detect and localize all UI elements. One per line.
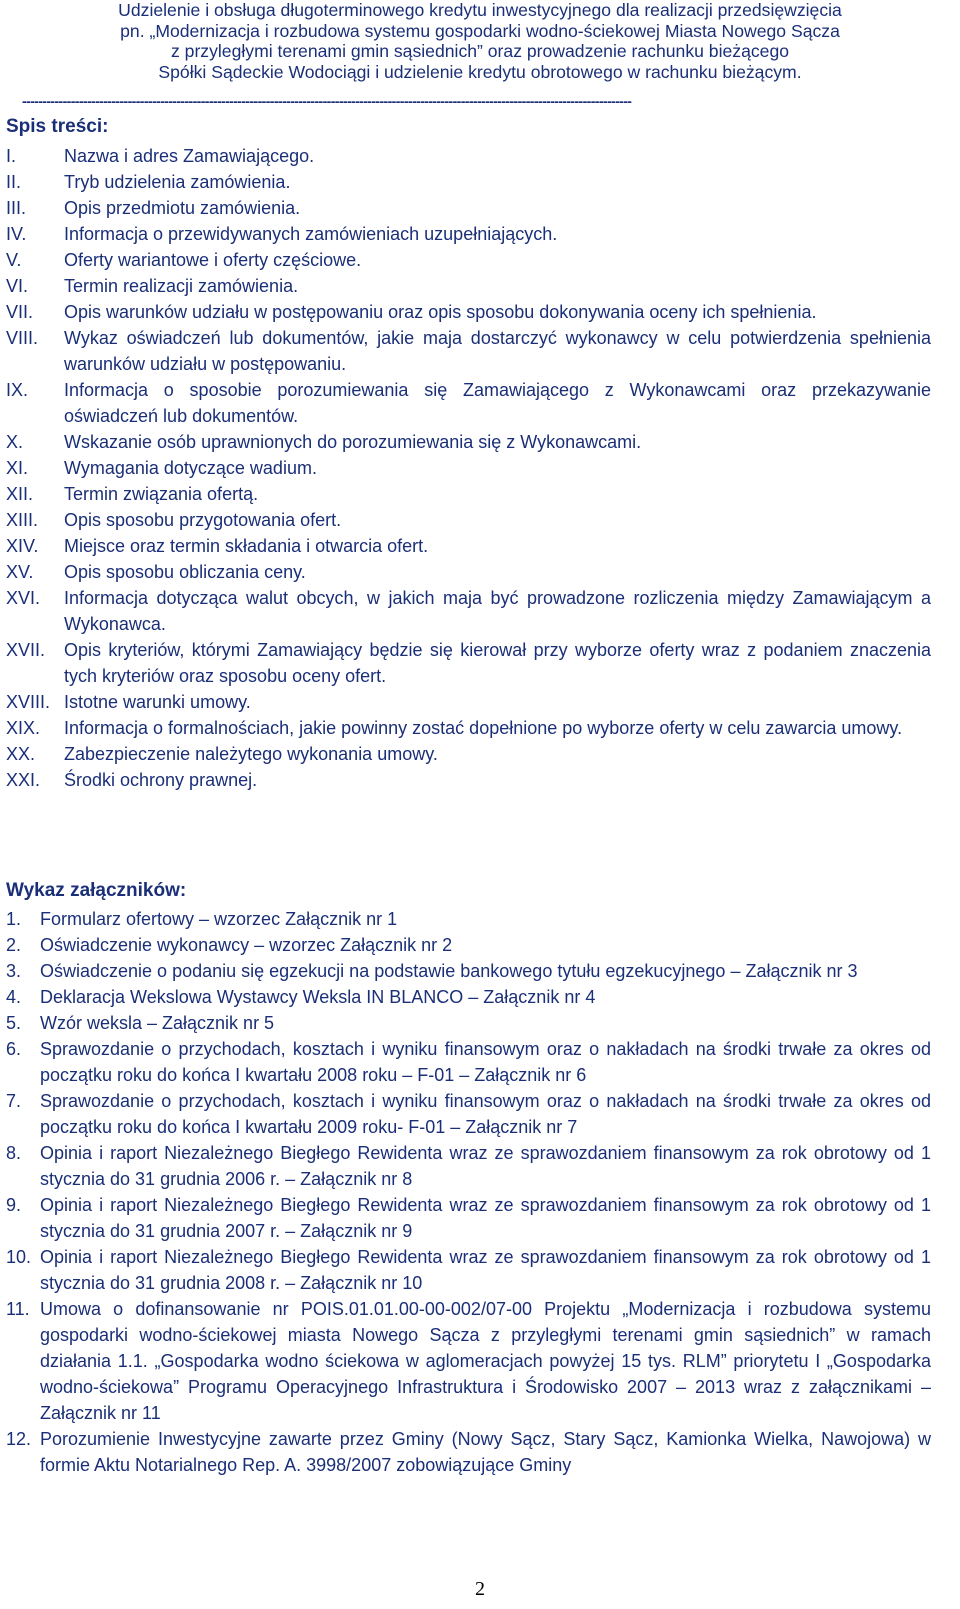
attachment-item [6,1140,931,1192]
toc-item-number: XII. [6,484,34,504]
toc-item [6,689,931,715]
toc-item [6,715,931,741]
toc-item-text: Tryb udzielenia zamówienia. [64,172,291,192]
header-dash-rule: ------------------------------------------------------------------------------------------------------------------------------------------------------ [22,93,632,109]
toc-item [6,559,931,585]
toc-item [6,221,931,247]
attachment-item-number: 10. [6,1247,32,1267]
toc-item-text: Opis przedmiotu zamówienia. [64,198,301,218]
header-line: Spółki Sądeckie Wodociągi i udzielenie kredytu obrotowego w rachunku bieżącym. [158,61,802,82]
attachment-item [6,932,931,958]
toc-item [6,325,931,377]
attachment-item-number: 3. [6,961,22,981]
attachment-item-text: Opinia i raport Niezależnego Biegłego Rewidenta wraz ze sprawozdaniem finansowym za rok obrotowy od 1 stycznia do 31 grudnia 2007 r. – Załącznik nr 9 [40,1195,931,1241]
header-line: pn. „Modernizacja i rozbudowa systemu gospodarki wodno-ściekowej Miasta Nowego Sącza [120,20,840,41]
toc-item-text: Wymagania dotyczące wadium. [64,458,317,478]
toc-item-text: Zabezpieczenie należytego wykonania umowy. [64,744,438,764]
attachment-item-number: 8. [6,1143,22,1163]
toc-item-number: IX. [6,380,29,400]
toc-item-text: Miejsce oraz termin składania i otwarcia ofert. [64,536,429,556]
toc-item-text: Oferty wariantowe i oferty częściowe. [64,250,362,270]
attachment-item-text: Formularz ofertowy – wzorzec Załącznik nr 1 [40,909,398,929]
toc-item [6,195,931,221]
toc-item-text: Opis sposobu przygotowania ofert. [64,510,342,530]
toc-item-number: XIII. [6,510,39,530]
attachment-item-text: Sprawozdanie o przychodach, kosztach i wyniku finansowym oraz o nakładach na środki trwałe za okres od początku roku do końca I kwartału 2009 roku- F-01 – Załącznik nr 7 [40,1091,931,1137]
toc-item-number: XI. [6,458,29,478]
attachment-item-number: 9. [6,1195,22,1215]
toc-item-text: Termin związania ofertą. [64,484,259,504]
toc-item-number: XVI. [6,588,41,608]
attachments-list [6,906,931,1478]
toc-item [6,637,931,689]
toc-item-text: Opis kryteriów, którymi Zamawiający będzie się kierował przy wyborze oferty wraz z podaniem znaczenia tych kryteriów oraz sposobu oceny ofert. [64,640,931,686]
toc-item-text: Informacja dotycząca walut obcych, w jakich maja być prowadzone rozliczenia między Zamawiającym a Wykonawca. [64,588,931,634]
toc-item-number: XVIII. [6,692,51,712]
page-number: 2 [475,1578,485,1600]
attachment-item-number: 5. [6,1013,22,1033]
toc-item-text: Nazwa i adres Zamawiającego. [64,146,315,166]
toc-item-number: I. [6,146,17,166]
toc-item-number: XV. [6,562,34,582]
toc-item [6,741,931,767]
attachment-item [6,984,931,1010]
toc-item [6,169,931,195]
toc-item-number: XIX. [6,718,41,738]
header-line: Udzielenie i obsługa długoterminowego kredytu inwestycyjnego dla realizacji przedsięwzięcia [118,0,842,20]
attachment-item-number: 12. [6,1429,32,1449]
toc-item-number: IV. [6,224,27,244]
attachment-item-text: Porozumienie Inwestycyjne zawarte przez Gminy (Nowy Sącz, Stary Sącz, Kamionka Wielka, Nawojowa) w formie Aktu Notarialnego Rep. A. 3998/2007 zobowiązujące Gminy [40,1429,931,1475]
toc-item [6,507,931,533]
toc-item [6,377,931,429]
toc-item-number: VIII. [6,328,39,348]
toc-heading: Spis treści: [6,116,109,137]
attachment-item-text: Opinia i raport Niezależnego Biegłego Rewidenta wraz ze sprawozdaniem finansowym za rok obrotowy od 1 stycznia do 31 grudnia 2008 r. – Załącznik nr 10 [40,1247,931,1293]
toc-item-text: Informacja o formalnościach, jakie powinny zostać dopełnione po wyborze oferty w celu zawarcia umowy. [64,718,903,738]
toc-item-text: Termin realizacji zamówienia. [64,276,299,296]
toc-item-text: Wykaz oświadczeń lub dokumentów, jakie maja dostarczyć wykonawcy w celu potwierdzenia spełnienia warunków udziału w postępowaniu. [64,328,931,374]
attachment-item-text: Umowa o dofinansowanie nr POIS.01.01.00-00-002/07-00 Projektu „Modernizacja i rozbudowa systemu gospodarki wodno-ściekowej miasta Nowego Sącza z przyległymi terenami gmin sąsiednich” w ramach działania 1.1. „Gospodarka wodno ściekowa w aglomeracjach powyżej 15 tys. RLM” priorytetu I „Gospodarka wodno-ściekowa” Programu Operacyjnego Infrastruktura i Środowisko 2007 – 2013 wraz z załącznikami – Załącznik nr 11 [40,1299,931,1423]
attachment-item-number: 2. [6,935,22,955]
toc-item [6,455,931,481]
toc-item-number: III. [6,198,27,218]
toc-item-number: II. [6,172,22,192]
attachment-item [6,1426,931,1478]
attachment-item-text: Oświadczenie wykonawcy – wzorzec Załącznik nr 2 [40,935,453,955]
document-header [0,0,960,82]
toc-item [6,429,931,455]
attachment-item-text: Wzór weksla – Załącznik nr 5 [40,1013,275,1033]
attachment-item [6,1192,931,1244]
toc-item-number: XVII. [6,640,46,660]
attachment-item-text: Oświadczenie o podaniu się egzekucji na podstawie bankowego tytułu egzekucyjnego – Załącznik nr 3 [40,961,858,981]
toc-item [6,273,931,299]
toc-item-text: Wskazanie osób uprawnionych do porozumiewania się z Wykonawcami. [64,432,642,452]
toc-item [6,767,931,793]
header-line: z przyległymi terenami gmin sąsiednich” oraz prowadzenie rachunku bieżącego [170,41,790,61]
attachment-item-text: Opinia i raport Niezależnego Biegłego Rewidenta wraz ze sprawozdaniem finansowym za rok obrotowy od 1 stycznia do 31 grudnia 2006 r. – Załącznik nr 8 [40,1143,931,1189]
toc-item [6,533,931,559]
toc-item-text: Informacja o sposobie porozumiewania się Zamawiającego z Wykonawcami oraz przekazywanie oświadczeń lub dokumentów. [64,380,931,426]
toc-item-text: Środki ochrony prawnej. [64,770,258,790]
toc-item [6,299,931,325]
attachment-item [6,1296,931,1426]
toc-item-number: XIV. [6,536,39,556]
toc-item-number: V. [6,250,22,270]
attachment-item [6,906,931,932]
attachment-item [6,958,931,984]
attachment-item-number: 1. [6,909,22,929]
toc-item-text: Opis warunków udziału w postępowaniu oraz opis sposobu dokonywania oceny ich spełnienia. [64,302,817,322]
attachments-heading: Wykaz załączników: [6,880,187,901]
attachment-item-text: Deklaracja Wekslowa Wystawcy Weksla IN BLANCO – Załącznik nr 4 [40,987,596,1007]
attachment-item-number: 6. [6,1039,22,1059]
toc-item-number: XXI. [6,770,41,790]
toc-list [6,143,931,793]
toc-item-number: X. [6,432,24,452]
toc-item-number: XX. [6,744,36,764]
attachment-item-number: 4. [6,987,22,1007]
toc-item [6,247,931,273]
attachment-item-number: 11. [6,1299,30,1319]
attachment-item [6,1088,931,1140]
toc-item-text: Istotne warunki umowy. [64,692,251,712]
attachment-item-text: Sprawozdanie o przychodach, kosztach i wyniku finansowym oraz o nakładach na środki trwałe za okres od początku roku do końca I kwartału 2008 roku – F-01 – Załącznik nr 6 [40,1039,931,1085]
toc-item-text: Opis sposobu obliczania ceny. [64,562,306,582]
toc-item [6,481,931,507]
toc-item [6,143,931,169]
toc-item [6,585,931,637]
toc-item-number: VII. [6,302,34,322]
attachment-item [6,1036,931,1088]
toc-item-text: Informacja o przewidywanych zamówieniach uzupełniających. [64,224,558,244]
toc-item-number: VI. [6,276,29,296]
attachment-item [6,1010,931,1036]
attachment-item [6,1244,931,1296]
attachment-item-number: 7. [6,1091,22,1111]
